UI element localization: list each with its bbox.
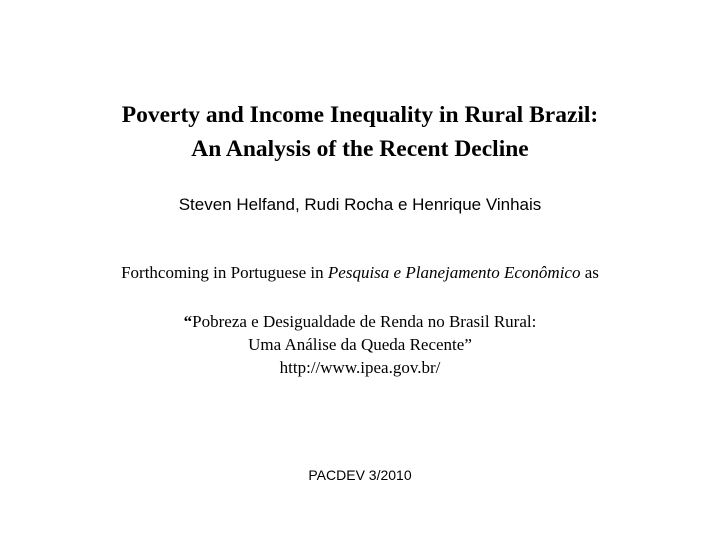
slide-title-line-2: An Analysis of the Recent Decline: [191, 136, 529, 162]
journal-name: Pesquisa e Planejamento Econômico: [327, 263, 581, 282]
footer-label: PACDEV 3/2010: [308, 467, 412, 483]
open-quote: “: [183, 312, 193, 331]
portuguese-title-text-1: Pobreza e Desigualdade de Renda no Brasil Rural:: [192, 312, 537, 331]
publisher-url: http://www.ipea.gov.br/: [279, 358, 441, 377]
portuguese-title-line-1: [0, 311, 720, 333]
portuguese-title-line-2: Uma Análise da Queda Recente”: [248, 335, 472, 354]
forthcoming-suffix: as: [580, 263, 599, 282]
slide-title-line-1: Poverty and Income Inequality in Rural Brazil:: [121, 102, 599, 128]
forthcoming-prefix: Forthcoming in Portuguese in: [121, 263, 328, 282]
forthcoming-note: [0, 262, 720, 284]
authors: Steven Helfand, Rudi Rocha e Henrique Vinhais: [178, 195, 542, 214]
